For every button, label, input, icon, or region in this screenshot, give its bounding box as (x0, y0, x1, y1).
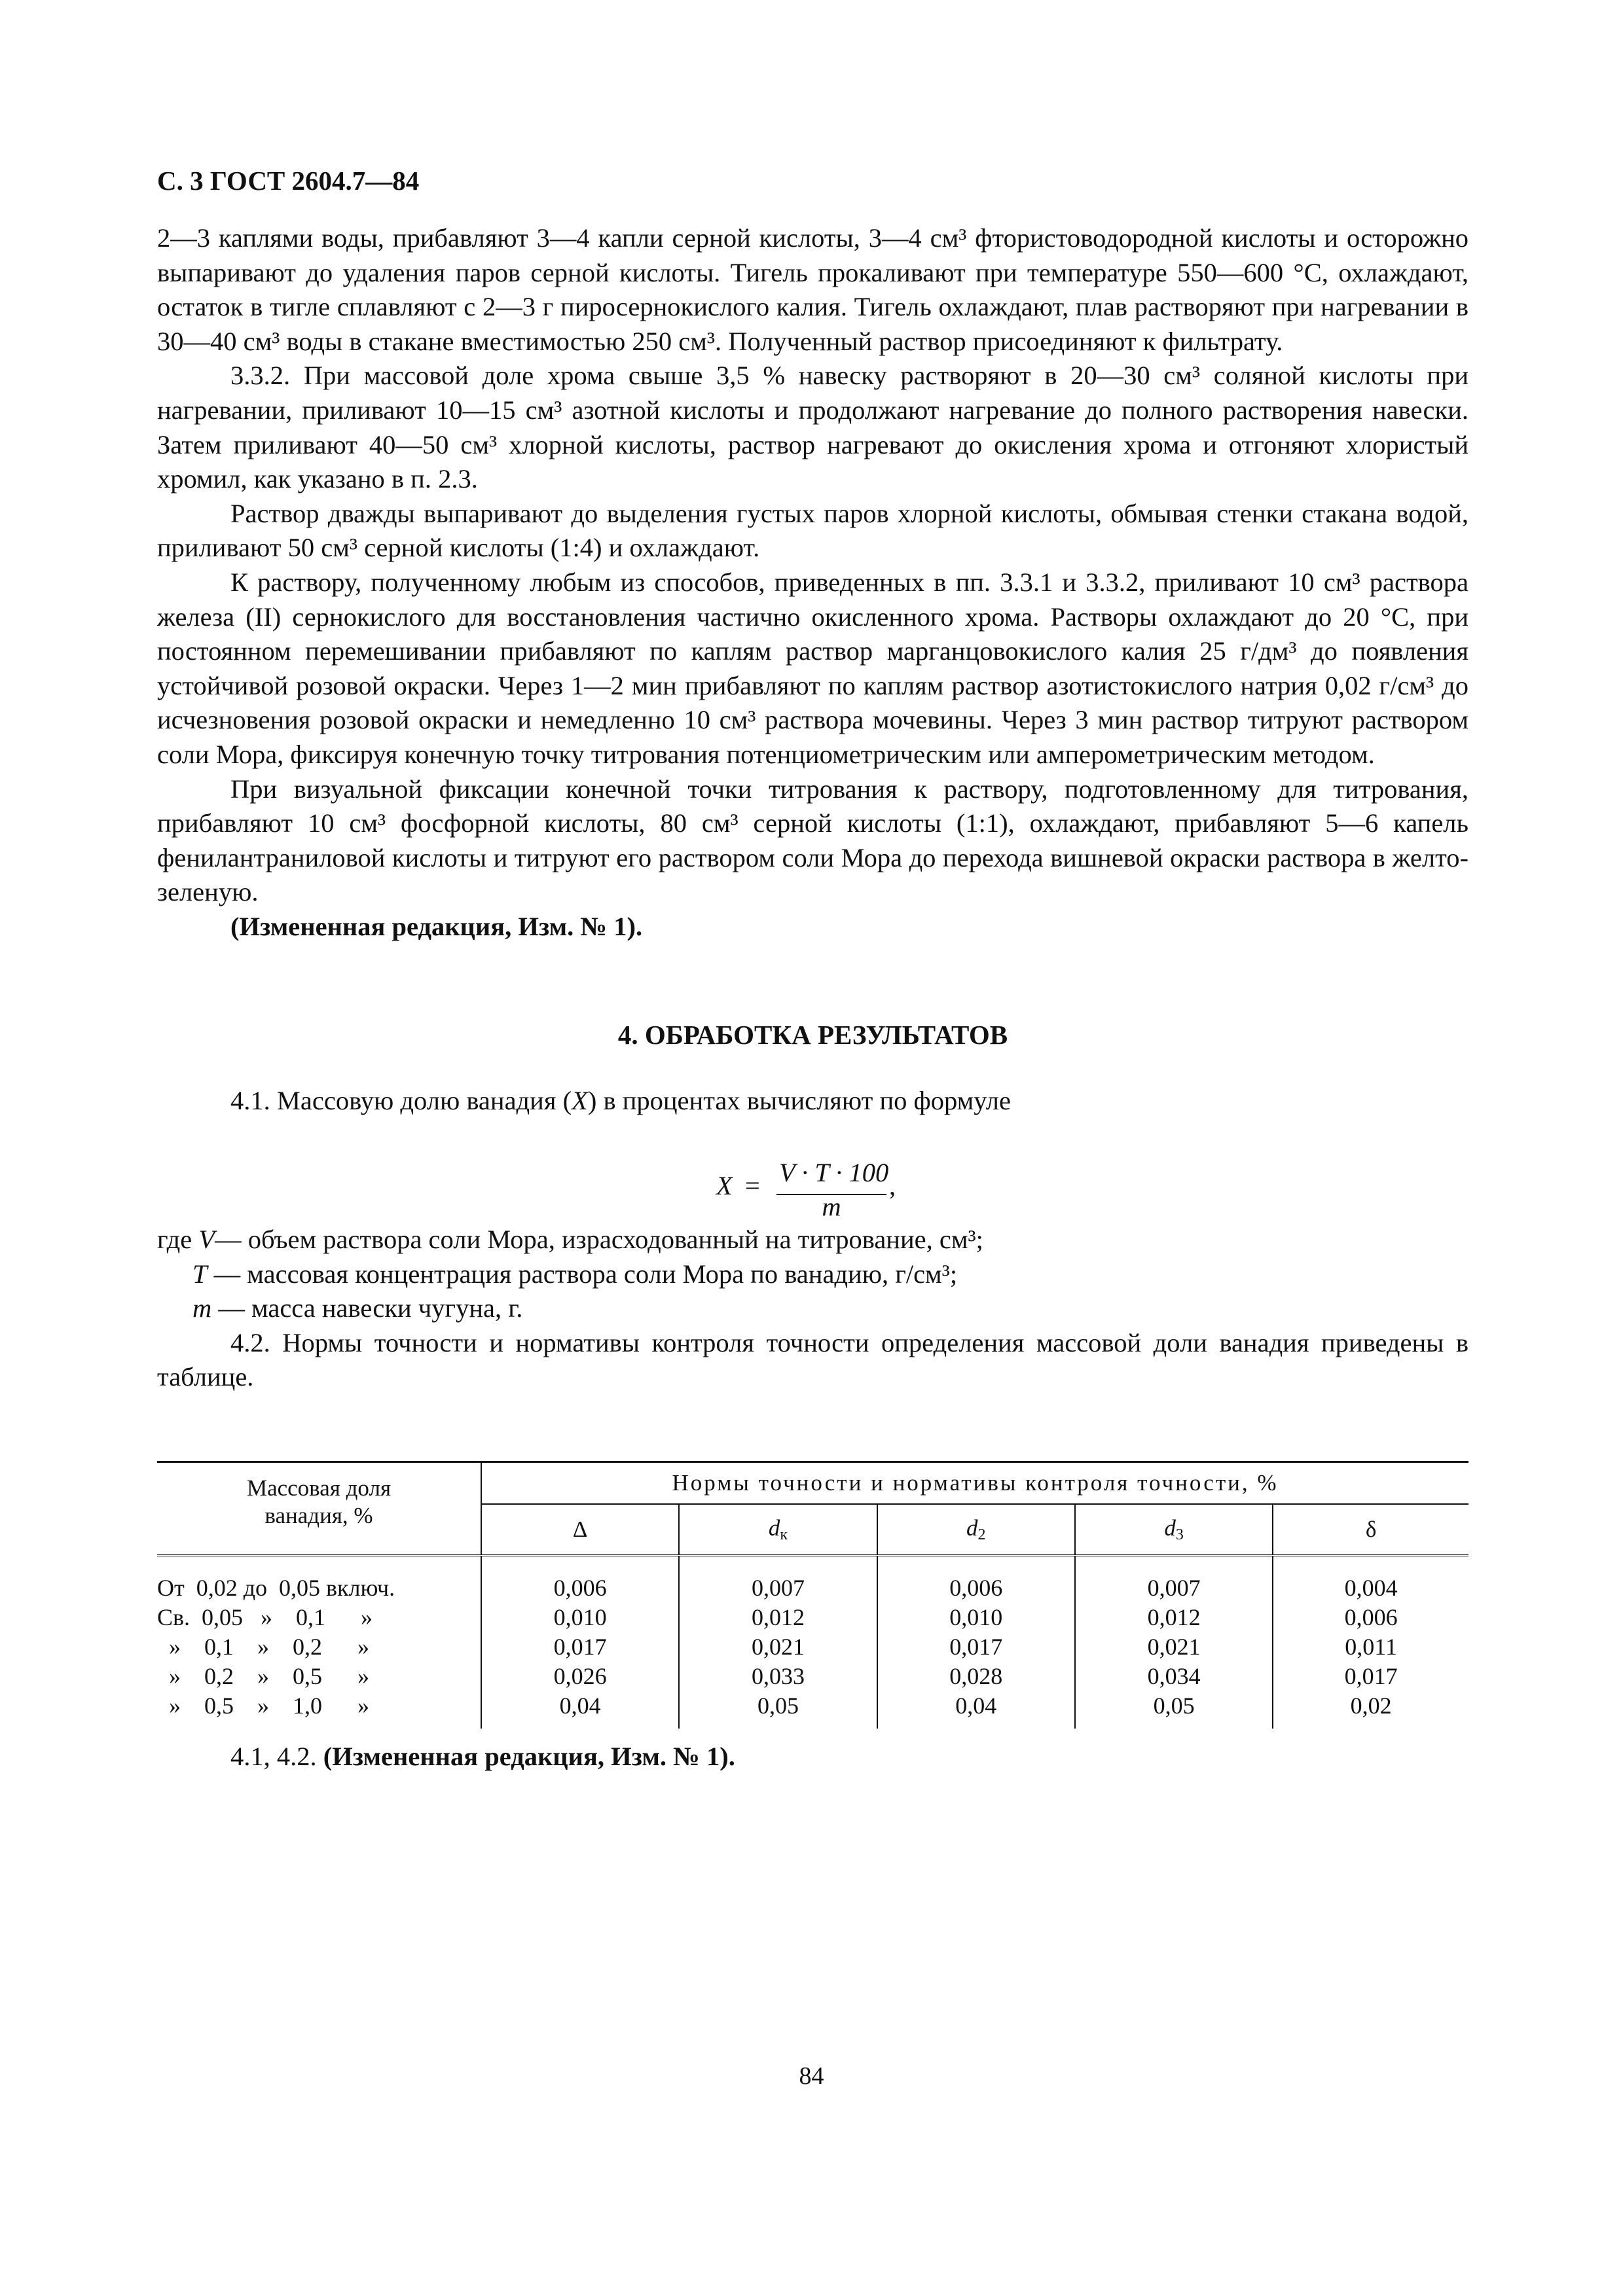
table-cell: 0,05 (679, 1691, 877, 1729)
table-cell: 0,017 (877, 1632, 1075, 1662)
table-cell-category: Св. 0,05 » 0,1 » (157, 1603, 481, 1632)
paragraph: 2—3 каплями воды, прибавляют 3—4 капли серной кислоты, 3—4 см³ фтористоводородной кислоты и осторожно выпаривают до удаления паров серной кислоты. Тигель прокаливают при температуре 550—600 °С, охлаждают, остаток в тигле сплавляют с 2—3 г пиросернокислого калия. Тигель охлаждают, плав растворяют при нагревании в 30—40 см³ воды в стакане вместимостью 250 см³. Полученный раствор присоединяют к фильтрату. (157, 223, 1468, 356)
formula-lhs: X (716, 1171, 733, 1200)
column-header-d3 (1075, 1504, 1273, 1556)
clause-4-1-variable: X (572, 1086, 588, 1115)
formula-equals: = (745, 1171, 760, 1200)
legend-row (157, 1257, 1468, 1292)
column-header-line: ванадия, % (264, 1503, 373, 1528)
table-cell: 0,010 (481, 1603, 679, 1632)
table-cell-category: » 0,2 » 0,5 » (157, 1662, 481, 1691)
legend-text: — масса навески чугуна, г. (211, 1293, 523, 1323)
page-header: С. 3 ГОСТ 2604.7—84 (157, 166, 420, 196)
paragraph: 3.3.2. При массовой доле хрома свыше 3,5 % навеску растворяют в 20—30 см³ соляной кислоты при нагревании, приливают 10—15 см³ азотной кислоты и продолжают нагревание до полного растворения навески. Затем приливают 40—50 см³ хлорной кислоты, раствор нагревают до окисления хрома и отгоняют хлористый хромил, как указано в п. 2.3. (157, 361, 1468, 494)
table-cell-category: » 0,5 » 1,0 » (157, 1691, 481, 1729)
legend-symbol: V (198, 1225, 215, 1254)
column-header-line: Массовая доля (246, 1475, 392, 1501)
formula (716, 1158, 926, 1221)
table-cell: 0,011 (1345, 1634, 1397, 1660)
clause-4-1 (230, 1085, 1011, 1116)
bottom-amendment-note (230, 1741, 735, 1772)
column-header-subscript: 2 (977, 1526, 986, 1543)
table-cell: 0,006 (1344, 1604, 1398, 1630)
legend-row (157, 1291, 1468, 1326)
column-header-subscript: 3 (1175, 1526, 1184, 1543)
column-header-subscript: к (780, 1526, 788, 1543)
table-cell: 0,034 (1075, 1662, 1273, 1691)
column-header-symbol: d (1164, 1515, 1176, 1541)
page-number: 84 (799, 2062, 824, 2090)
legend-lead: где (157, 1225, 199, 1254)
legend-symbol: m (192, 1293, 212, 1323)
table-header-row (157, 1462, 1468, 1505)
clause-4-2: 4.2. Нормы точности и нормативы контроля точности определения массовой доли ванадия приведены в таблице. (157, 1327, 1468, 1392)
paragraph: При визуальной фиксации конечной точки титрования к раствору, подготовленному для титрования, прибавляют 10 см³ фосфорной кислоты, 80 см³ серной кислоты (1:1), охлаждают, прибавляют 5—6 капель фенилантраниловой кислоты и титруют его раствором соли Мора до перехода вишневой окраски раствора в желто-зеленую. (157, 774, 1468, 907)
table-row (157, 1556, 1468, 1604)
table-cell-category: От 0,02 до 0,05 включ. (157, 1556, 481, 1604)
group-header: Нормы точности и нормативы контроля точности, % (481, 1462, 1468, 1505)
table-cell: 0,04 (877, 1691, 1075, 1729)
table-cell: 0,028 (877, 1662, 1075, 1691)
formula-numerator (779, 1157, 889, 1188)
norms-table (157, 1461, 1468, 1729)
paragraph: К раствору, полученному любым из способов, приведенных в пп. 3.3.1 и 3.3.2, приливают 10 см³ раствора железа (II) сернокислого для восстановления частично окисленного хрома. Растворы охлаждают до 20 °С, при постоянном перемешивании прибавляют по каплям раствор марганцовокислого калия 25 г/дм³ до появления устойчивой розовой окраски. Через 1—2 мин прибавляют по каплям раствор азотистокислого натрия 0,02 г/см³ до исчезновения розовой окраски и немедленно 10 см³ раствора мочевины. Через 3 мин раствор титруют раствором соли Мора, фиксируя конечную точку титрования потенциометрическим или амперометрическим методом. (157, 567, 1468, 769)
paragraph: Раствор дважды выпаривают до выделения густых паров хлорной кислоты, обмывая стенки стакана водой, приливают 50 см³ серной кислоты (1:4) и охлаждают. (157, 498, 1468, 563)
table-cell: 0,017 (481, 1632, 679, 1662)
column-header-d2 (877, 1504, 1075, 1556)
column-header-symbol: d (768, 1515, 780, 1541)
column-header-symbol: δ (1365, 1516, 1377, 1542)
body-text (157, 221, 1468, 944)
table-cell: 0,017 (1344, 1663, 1398, 1689)
column-header-symbol: Δ (572, 1516, 588, 1542)
table-cell: 0,007 (679, 1556, 877, 1604)
legend-text: — объем раствора соли Мора, израсходованный на титрование, см³; (215, 1225, 983, 1254)
formula-numerator-text: V · T · 100 (779, 1158, 889, 1187)
clause-4-1-after: ) в процентах вычисляют по формуле (587, 1086, 1011, 1115)
table-cell: 0,007 (1075, 1556, 1273, 1604)
column-header-small-delta (1273, 1504, 1468, 1556)
formula-legend (157, 1223, 1468, 1395)
clause-4-1-before: 4.1. Массовую долю ванадия ( (230, 1086, 572, 1115)
table-cell: 0,006 (877, 1556, 1075, 1604)
formula-denominator: m (822, 1192, 841, 1221)
column-header-delta (481, 1504, 679, 1556)
formula-comma: , (889, 1171, 896, 1200)
table-cell: 0,021 (1075, 1632, 1273, 1662)
legend-row (157, 1223, 1468, 1257)
table-row (157, 1691, 1468, 1729)
table-cell: 0,04 (481, 1691, 679, 1729)
table-row (157, 1632, 1468, 1662)
table-cell: 0,004 (1344, 1575, 1398, 1601)
table-cell: 0,006 (481, 1556, 679, 1604)
column-header-dk (679, 1504, 877, 1556)
table-cell: 0,021 (679, 1632, 877, 1662)
table-cell: 0,02 (1350, 1693, 1392, 1719)
table-cell: 0,012 (679, 1603, 877, 1632)
table-cell: 0,033 (679, 1662, 877, 1691)
bottom-note-bold: (Измененная редакция, Изм. № 1). (323, 1742, 735, 1771)
section-title: 4. ОБРАБОТКА РЕЗУЛЬТАТОВ (617, 1020, 1008, 1050)
table-cell: 0,05 (1075, 1691, 1273, 1729)
legend-symbol: T (192, 1259, 208, 1289)
table-cell: 0,010 (877, 1603, 1075, 1632)
amendment-note: (Измененная редакция, Изм. № 1). (230, 911, 643, 941)
column-header-symbol: d (966, 1515, 978, 1541)
legend-text: — массовая концентрация раствора соли Мора по ванадию, г/см³; (207, 1259, 958, 1289)
column-header-vanadium (157, 1462, 481, 1556)
table-cell: 0,026 (481, 1662, 679, 1691)
table-row (157, 1662, 1468, 1691)
table-cell-category: » 0,1 » 0,2 » (157, 1632, 481, 1662)
table-row (157, 1603, 1468, 1632)
bottom-note-prefix: 4.1, 4.2. (230, 1742, 323, 1771)
table-cell: 0,012 (1075, 1603, 1273, 1632)
